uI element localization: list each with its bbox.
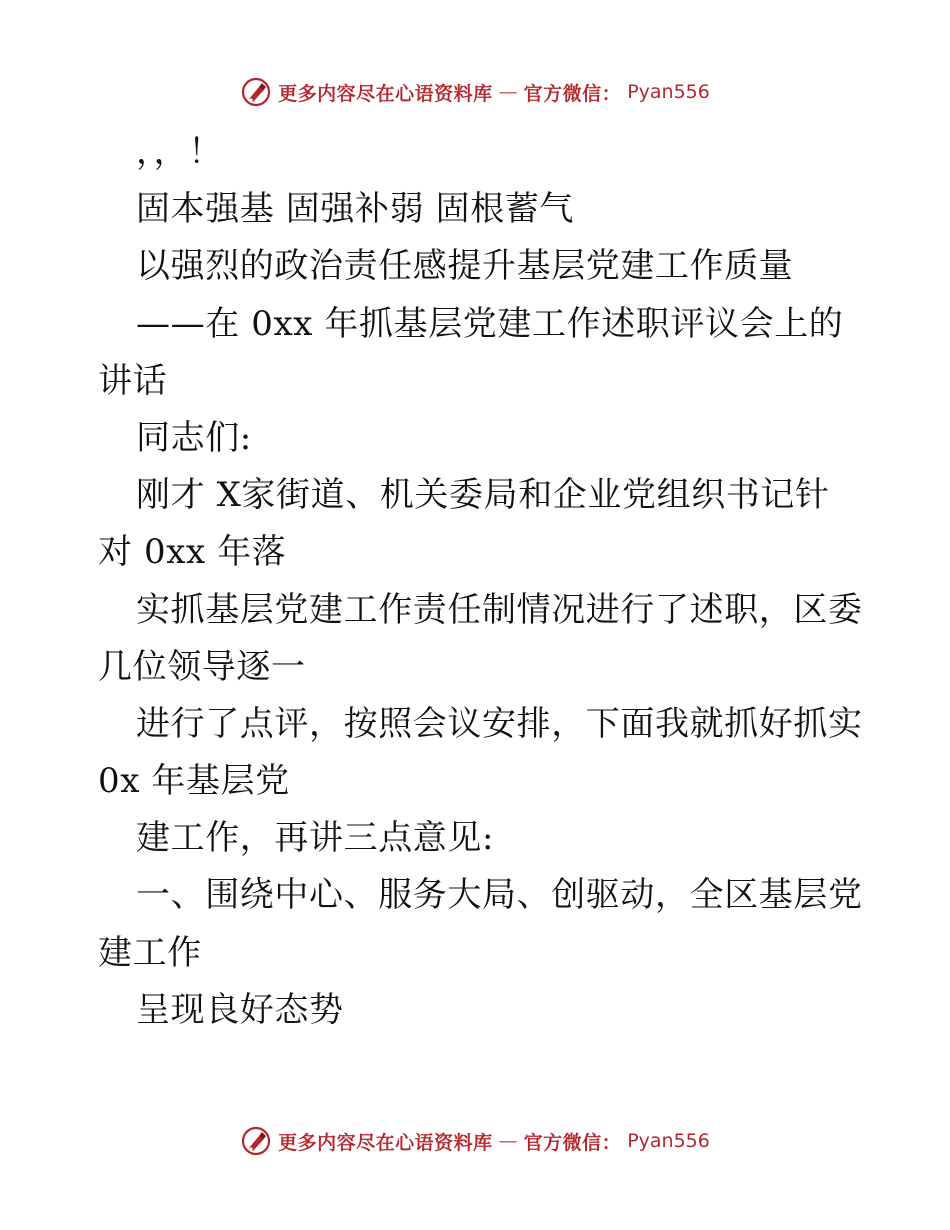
watermark-account-id: Pyan556 (627, 1130, 710, 1152)
watermark-separator: — (498, 1130, 518, 1152)
doc-section-heading: 一、围绕中心、服务大局、创驱动，全区基层党 (136, 875, 863, 916)
doc-paragraph-line: 刚才 X家街道、机关委局和企业党组织书记针 (136, 475, 830, 516)
fountain-pen-seal-icon (240, 1125, 272, 1157)
watermark-separator: — (498, 81, 518, 103)
doc-paragraph-line: 建工作，再讲三点意见: (136, 818, 495, 859)
doc-paragraph-line: 对 0xx 年落 (98, 532, 287, 573)
watermark-text: 更多内容尽在心语资料库 (278, 1131, 493, 1154)
footer-watermark (0, 1121, 950, 1161)
doc-title-main: 以强烈的政治责任感提升基层党建工作质量 (136, 246, 794, 287)
watermark-account-label: 官方微信： (523, 1131, 622, 1154)
doc-line-punctuation: ，，！ (136, 132, 223, 172)
doc-paragraph-line: 进行了点评，按照会议安排，下面我就抓好抓实 (136, 703, 863, 744)
doc-paragraph-line: 呈现良好态势 (136, 989, 344, 1030)
watermark-account-label: 官方微信： (523, 82, 622, 105)
doc-subtitle-continued: 讲话 (98, 360, 168, 401)
doc-title-slogan: 固本强基 固强补弱 固根蓄气 (136, 189, 575, 230)
doc-salutation: 同志们: (136, 417, 252, 458)
watermark-text: 更多内容尽在心语资料库 (278, 82, 493, 105)
doc-paragraph-line: 0x 年基层党 (98, 761, 290, 802)
fountain-pen-seal-icon (240, 76, 272, 108)
doc-section-heading-continued: 建工作 (98, 932, 202, 973)
doc-subtitle: ——在 0xx 年抓基层党建工作述职评议会上的 (136, 303, 844, 344)
document-body (98, 124, 863, 1039)
header-watermark (0, 72, 950, 112)
watermark-account-id: Pyan556 (627, 81, 710, 103)
doc-paragraph-line: 实抓基层党建工作责任制情况进行了述职，区委 (136, 589, 863, 630)
doc-paragraph-line: 几位领导逐一 (98, 646, 306, 687)
